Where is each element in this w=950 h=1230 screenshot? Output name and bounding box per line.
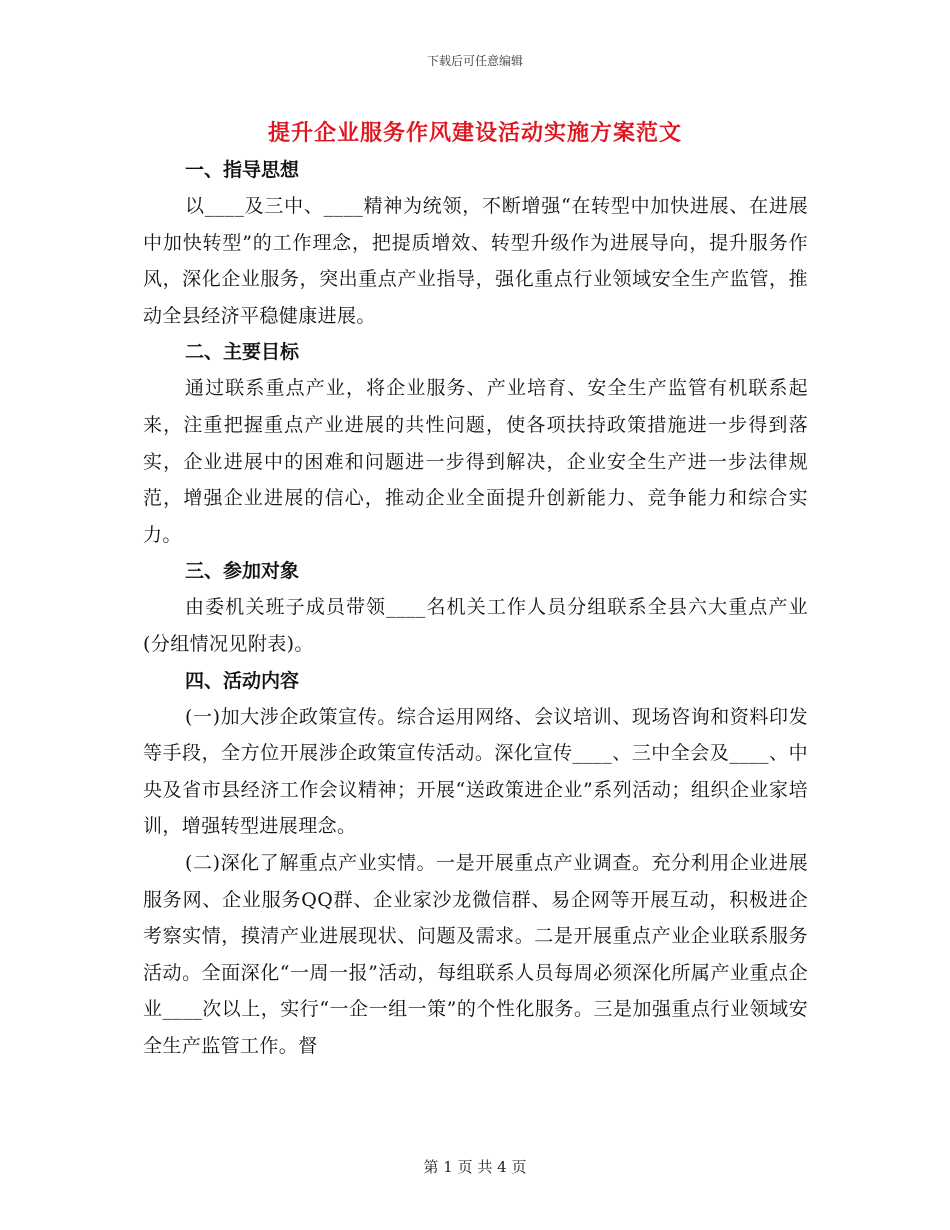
page-number: 第 1 页 共 4 页 [423, 1158, 527, 1176]
header-note: 下载后可任意编辑 [426, 54, 523, 68]
document-title: 提升企业服务作风建设活动实施方案范文 [267, 120, 682, 146]
section-activity-content [143, 663, 808, 1065]
section-heading: 四、活动内容 [185, 669, 300, 692]
paragraph: 通过联系重点产业，将企业服务、产业培育、安全生产监管有机联系起来，注重把握重点产业进展的共性问题，使各项扶持政策措施进一步得到落实，企业进展中的困难和问题进一步得到解决，企业安全生产进一步法律规范，增强企业进展的信心，推动企业全面提升创新能力、竞争能力和综合实力。 [143, 377, 808, 546]
document-body [143, 152, 808, 1064]
section-heading: 二、主要目标 [185, 341, 300, 364]
paragraph: 以____及三中、____精神为统领，不断增强“在转型中加快进展、在进展中加快转型”的工作理念，把提质增效、转型升级作为进展导向，提升服务作风，深化企业服务，突出重点产业指导，强化重点行业领域安全生产监管，推动全县经济平稳健康进展。 [143, 195, 808, 327]
section-guiding-ideology [143, 152, 808, 334]
paragraph: 由委机关班子成员带领____名机关工作人员分组联系全县六大重点产业(分组情况见附表)。 [143, 596, 808, 655]
section-heading: 三、参加对象 [185, 560, 300, 583]
paragraph: (二)深化了解重点产业实情。一是开展重点产业调查。充分利用企业进展服务网、企业服务QQ群、企业家沙龙微信群、易企网等开展互动，积极进企考察实情，摸清产业进展现状、问题及需求。二是开展重点产业企业联系服务活动。全面深化“一周一报”活动，每组联系人员每周必须深化所属产业重点企业____次以上，实行“一企一组一策”的个性化服务。三是加强重点行业领域安全生产监管工作。督 [143, 851, 808, 1057]
section-heading: 一、指导思想 [185, 159, 300, 181]
section-participants [143, 553, 808, 662]
section-main-goals [143, 334, 808, 553]
paragraph: (一)加大涉企政策宣传。综合运用网络、会议培训、现场咨询和资料印发等手段，全方位开展涉企政策宣传活动。深化宣传____、三中全会及____、中央及省市县经济工作会议精神；开展“送政策进企业”系列活动；组织企业家培训，增强转型进展理念。 [143, 705, 808, 838]
